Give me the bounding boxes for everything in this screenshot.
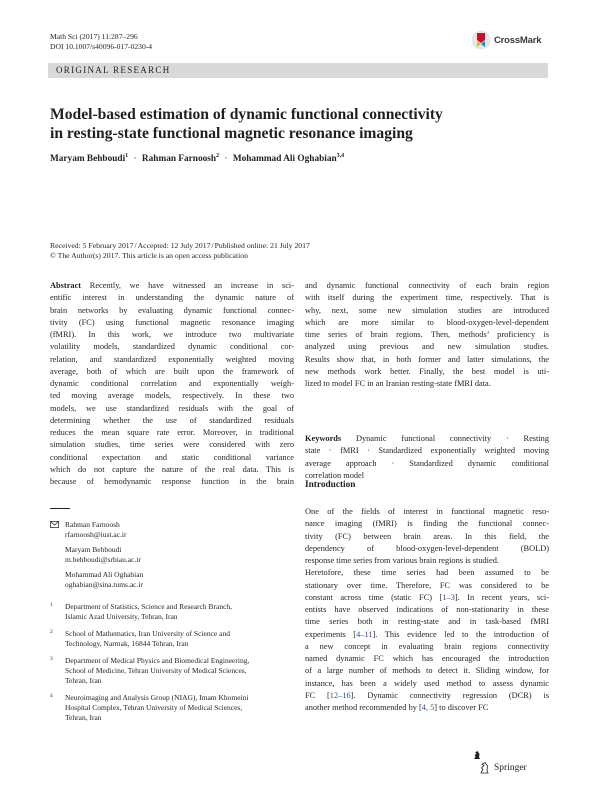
affiliation-number: 1 [50,602,53,608]
author-separator: · [224,154,228,165]
abstract-line: brain networks by evaluating dynamic functional connec- [50,305,294,315]
article-dates [50,241,310,251]
affiliation-number: 3 [50,656,53,662]
introduction-line: time series both in resting-state and in task-based fMRI [305,617,549,627]
correspondence-name: Maryam Behboudi [65,545,122,554]
affiliation-text: Department of Statistics, Science and Research Branch, Islamic Azad University, Tehran, Iran [65,602,233,621]
introduction-line: another method recommended by [4, 5] to discover FC [305,703,489,712]
article-title [50,105,550,143]
citation-link[interactable]: 4, 5 [421,703,435,712]
abstract-line: relation, and standardized exponentially weighted moving [50,354,294,364]
abstract-line: determining whether the use of standardized residuals [50,415,294,425]
abstract-line: ted moving average models, respectively. In these two [50,391,294,401]
abstract-line: analyzed using previous and new simulation studies. [305,342,549,352]
introduction-line: tivity (FC) between brain areas. In this field, the [305,531,549,541]
abstract-line: Abstract Recently, we have witnessed an increase in sci- [50,281,294,290]
introduction-line: constant across time (static FC) [1–3]. In recent years, sci- [305,592,549,602]
journal-reference: Math Sci (2017) 11:287–296 [50,32,138,41]
section-bar [48,63,548,78]
title-line: in resting-state functional magnetic resonance imaging [50,125,413,142]
abstract-line: entific interest in understanding the dynamic nature of [50,293,294,303]
author-name[interactable]: Maryam Behboudi [50,154,126,165]
abstract-line: with itself during the experiment time, respectively. That is [305,293,549,303]
abstract-line: which do not capture the nature of the real data. This is [50,464,294,474]
keywords-line: correlation model [305,470,365,480]
author-list [50,153,344,164]
introduction-line: dependency of blood-oxygen-level-dependent (BOLD) [305,543,549,553]
abstract-line: conditional expectation and static conditional variance [50,452,294,462]
springer-chess-knight-icon [472,750,482,760]
keywords-line: state · fMRI · Standardized exponentially weighted moving [305,446,549,456]
introduction-line: FC [12–16]. Dynamic connectivity regression (DCR) is [305,690,549,700]
introduction-line: response time series from various brain regions is studied. [305,556,499,565]
published-date: Published online: 21 July 2017 [214,241,310,250]
correspondence-name: Rahman Farnoosh [65,520,120,529]
abstract [50,280,294,488]
correspondence-email[interactable]: oghabian@sina.tums.ac.ir [65,580,143,589]
introduction-body [305,506,549,714]
footnote-rule [50,508,70,509]
abstract-line: models, we use standardized residuals with the goal of [50,403,294,413]
abstract-continued [305,280,549,390]
introduction-line: Heretofore, these time series had been assumed to be [305,568,549,578]
abstract-line: new methods work better. Finally, the best model is uti- [305,366,549,376]
abstract-line: reduces the mean square rate error. Moreover, in traditional [50,428,294,437]
accepted-date: Accepted: 12 July 2017 [137,241,211,250]
keywords [305,433,549,482]
publisher-name: Springer [494,762,527,773]
springer-horse-icon [478,761,491,774]
introduction-heading: Introduction [305,480,356,490]
citation-link[interactable]: 1–3 [442,592,455,602]
abstract-line: and dynamic functional connectivity of each brain region [305,281,549,290]
introduction-line: instance, has been a widely used method to assess dynamic [305,678,549,688]
abstract-line: which are more similar to blood-oxygen-level-dependent [305,317,549,327]
affiliation-text: Department of Medical Physics and Biomedical Engineering, School of Medicine, Tehran University of Medical Sciences, Tehran, Iran [65,656,250,685]
section-label: ORIGINAL RESEARCH [56,65,171,75]
abstract-line: Results show that, in both former and latter simulations, the [305,354,549,364]
introduction-line: One of the fields of interest in functional magnetic reso- [305,507,549,516]
author-name[interactable]: Mohammad Ali Oghabian [232,154,337,165]
author-affiliation-ref: 2 [216,153,220,159]
author-separator: · [133,154,137,165]
introduction-line: entists have observed indications of non-stationarity in these [305,605,549,614]
citation-link[interactable]: 4–11 [356,629,373,639]
introduction-line: experiments [4–11]. This evidence led to the introduction of [305,629,549,639]
abstract-line: volatility models, standardized dynamic conditional cor- [50,342,294,352]
received-date: Received: 5 February 2017 [50,241,134,250]
date-separator: / [211,241,214,250]
publisher-logo[interactable] [478,761,527,774]
correspondence-email[interactable]: rfarnoosh@iust.ac.ir [65,530,127,539]
introduction-line: named dynamic FC which has encouraged the introduction [305,654,549,663]
introduction-line: of a large number of methods to detect it. Sliding window, for [305,666,549,676]
keywords-line: average approach · Standardized dynamic conditional [305,458,549,468]
author-name[interactable]: Rahman Farnoosh [141,154,217,165]
crossmark-icon [471,30,491,50]
title-line: Model-based estimation of dynamic functional connectivity [50,106,443,123]
keywords-line: Keywords Dynamic functional connectivity · Resting [305,434,549,443]
envelope-icon [50,521,59,528]
introduction-line: nance imaging (fMRI) is finding the functional connec- [305,519,549,529]
abstract-line: (fMRI). In this work, we introduce two multivariate [50,330,294,339]
copyright-notice: © The Author(s) 2017. This article is an open access publication [50,251,248,260]
date-separator: / [134,241,137,250]
abstract-line: average, both of which are built upon the framework of [50,366,294,376]
introduction-line: a new concept in evaluating brain regions connectivity [305,641,549,651]
author-affiliation-ref: 1 [125,153,129,159]
affiliation-text: Neuroimaging and Analysis Group (NIAG), Imam Khomeini Hospital Complex, Tehran University of Medical Sciences, Tehran, Iran [65,693,249,722]
abstract-line: dynamic conditional correlation and exponentially weigh- [50,379,294,388]
crossmark-label: CrossMark [494,34,542,46]
abstract-line: why, next, some new simulation studies are introduced [305,305,549,315]
author-affiliation-ref: 3,4 [336,153,345,159]
citation-link[interactable]: 12–16 [329,690,351,700]
abstract-line: time series of brain regions. Then, methods’ proficiency is [305,330,549,339]
abstract-line: because of hemodynamic response function in the brain [50,477,294,486]
abstract-line: tivity (FC) using functional magnetic resonance imaging [50,317,294,327]
abstract-line: lized to model FC in an Iranian resting-state fMRI data. [305,379,491,388]
abstract-label: Abstract [50,281,82,290]
introduction-line: stationary over time. Therefore, FC was considered to be [305,580,549,590]
affiliation-number: 2 [50,629,53,635]
affiliation-text: School of Mathematics, Iran University of Science and Technology, Narmak, 16844 Tehran, Iran [65,629,230,648]
abstract-line: simulation studies, time series were considered with zero [50,440,294,450]
keywords-label: Keywords [305,434,342,443]
correspondence-email[interactable]: m.behboudi@srbiau.ac.ir [65,555,141,564]
correspondence-name: Mohammad Ali Oghabian [65,570,144,579]
affiliation-number: 4 [50,693,53,699]
crossmark-badge[interactable] [471,29,551,51]
doi[interactable]: DOI 10.1007/s40096-017-0230-4 [50,42,153,51]
